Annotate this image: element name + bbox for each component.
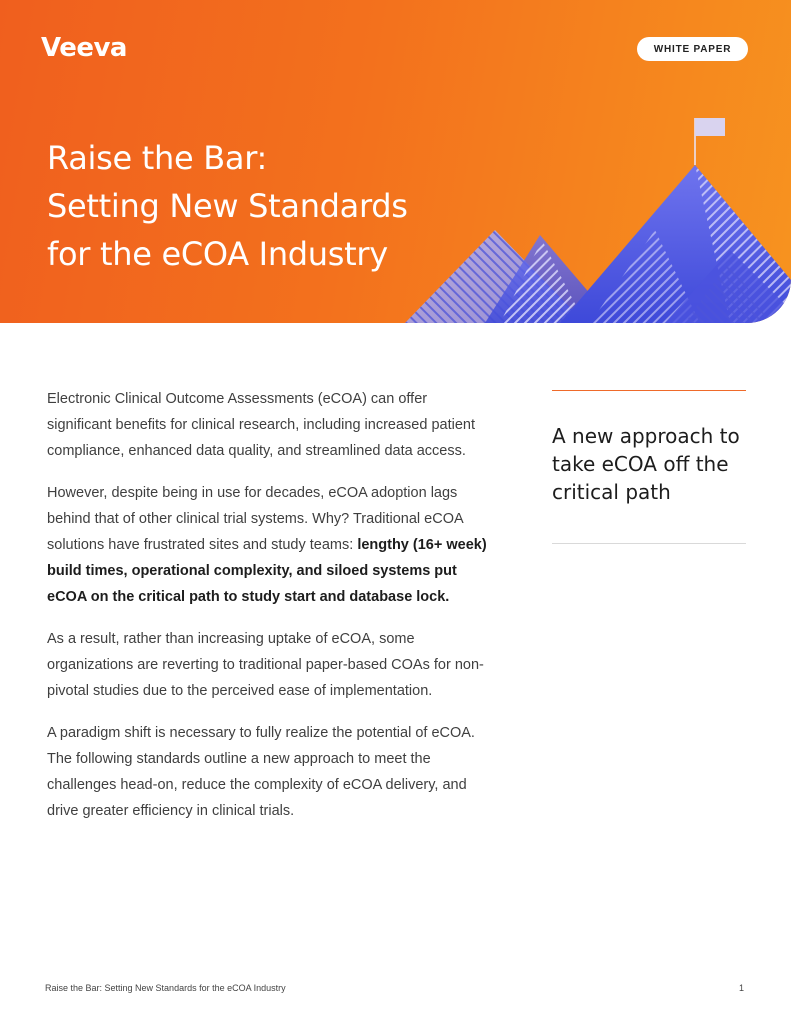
title-line-3: for the eCOA Industry: [47, 235, 388, 273]
title-line-1: Raise the Bar:: [47, 139, 267, 177]
aside-divider-top: [552, 390, 746, 391]
paragraph-2-bold: lengthy (16+ week) build times, operational complexity, and siloed systems put eCOA on the critical path to study start and database lock.: [47, 537, 487, 605]
paragraph-3: As a result, rather than increasing uptake of eCOA, some organizations are reverting to traditional paper-based COAs for non-pivotal studies due to the perceived ease of implementation.: [47, 631, 484, 699]
aside-heading: A new approach to take eCOA off the critical path: [552, 424, 740, 504]
aside-divider-bottom: [552, 543, 746, 544]
veeva-logo: Veeva: [41, 33, 127, 63]
main-body-text: [47, 386, 492, 840]
page-number: 1: [739, 983, 745, 993]
white-paper-badge: WHITE PAPER: [637, 37, 748, 61]
hero-banner: [0, 0, 791, 323]
footer-title: Raise the Bar: Setting New Standards for the eCOA Industry: [45, 983, 286, 993]
paragraph-1: Electronic Clinical Outcome Assessments (eCOA) can offer significant benefits for clinical research, including increased patient compliance, enhanced data quality, and streamlined data access.: [47, 391, 475, 459]
paragraph-2: [47, 480, 492, 610]
title-line-2: Setting New Standards: [47, 187, 408, 225]
mountain-flag-illustration: [400, 110, 791, 323]
paragraph-2-lead: However, despite being in use for decades, eCOA adoption lags behind that of other clinical trial systems. Why? Traditional eCOA solutions have frustrated sites and study teams:: [47, 485, 463, 553]
paragraph-4: A paradigm shift is necessary to fully realize the potential of eCOA. The following standards outline a new approach to meet the challenges head-on, reduce the complexity of eCOA delivery, and drive greater efficiency in clinical trials.: [47, 725, 475, 819]
